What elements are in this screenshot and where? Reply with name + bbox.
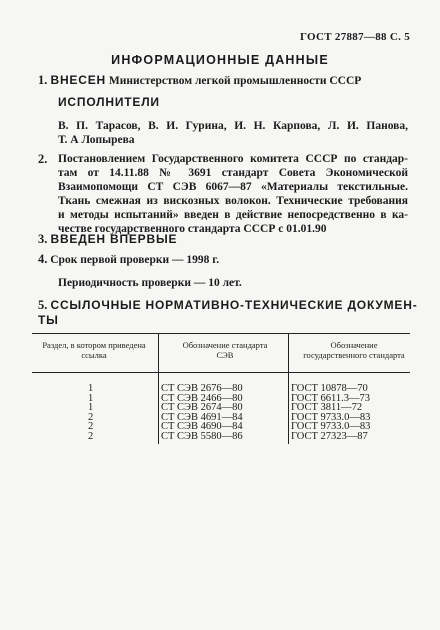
paragraph-line: честве государственного стандарта СССР с 01.01.90 xyxy=(58,223,327,235)
period-line: Периодичность проверки — 10 лет. xyxy=(58,277,242,289)
table-cell: ГОСТ 3811—72 xyxy=(291,402,363,414)
table-cell: 1 xyxy=(88,402,94,414)
table-header-gost: Обозначение государственного стандарта xyxy=(303,340,405,360)
section-3 xyxy=(38,232,177,247)
paragraph-line: Ткань смежная из вискозных волокон. Технические требования xyxy=(58,195,408,207)
section-4 xyxy=(38,252,219,267)
table-column-divider xyxy=(288,334,289,444)
table-cell: СТ СЭВ 2466—80 xyxy=(161,392,243,404)
table-top-rule xyxy=(32,333,410,334)
table-cell: ГОСТ 9733.0—83 xyxy=(291,421,371,433)
section-2-paragraph xyxy=(58,152,408,236)
table-cell: 2 xyxy=(88,411,94,423)
section-4-period xyxy=(58,276,408,290)
authors-line: В. П. Тарасов, В. И. Гурина, И. Н. Карпова, Л. И. Панова, xyxy=(58,120,408,132)
section-5-heading: ССЫЛОЧНЫЕ НОРМАТИВНО-ТЕХНИЧЕСКИЕ ДОКУМЕН- xyxy=(50,298,418,312)
table-cell: СТ СЭВ 4691—84 xyxy=(161,411,243,423)
section-3-heading: ВВЕДЕН ВПЕРВЫЕ xyxy=(50,232,178,246)
table-header-rule xyxy=(32,372,410,373)
section-1-number: 1. xyxy=(38,73,48,87)
table-column-divider xyxy=(158,334,159,444)
table-cell: 1 xyxy=(88,392,94,404)
table-cell: ГОСТ 10878—70 xyxy=(291,383,368,394)
page-title: ИНФОРМАЦИОННЫЕ ДАННЫЕ xyxy=(111,53,329,67)
section-4-text: Срок первой проверки — 1998 г. xyxy=(47,254,220,266)
table-header-section: Раздел, в котором приведена ссылка xyxy=(42,340,146,360)
table-cell: ГОСТ 9733.0—83 xyxy=(291,411,371,423)
section-1-text: Министерством легкой промышленности СССР xyxy=(105,75,362,87)
table-cell: СТ СЭВ 2674—80 xyxy=(161,402,243,414)
paragraph-line: Взаимопомощи СТ СЭВ 6067—87 «Материалы текстильные. xyxy=(58,181,408,193)
section-1-authors xyxy=(58,119,408,147)
table-cell: 2 xyxy=(88,430,94,442)
paragraph-line: там от 14.11.88 № 3691 стандарт Совета Экономической xyxy=(58,167,408,179)
table-cell: 1 xyxy=(88,383,94,394)
running-head: ГОСТ 27887—88 С. 5 xyxy=(299,31,410,43)
section-2-number: 2. xyxy=(38,152,48,166)
table-cell: 2 xyxy=(88,421,94,433)
section-1-subheading: ИСПОЛНИТЕЛИ xyxy=(58,95,160,109)
section-1-heading: ВНЕСЕН xyxy=(50,73,106,87)
section-4-number: 4. xyxy=(38,252,48,266)
table-header-sev: Обозначение стандарта СЭВ xyxy=(182,340,268,360)
table-cell: ГОСТ 6611.3—73 xyxy=(291,392,371,404)
table-cell: СТ СЭВ 4690—84 xyxy=(161,421,243,433)
table-cell: СТ СЭВ 2676—80 xyxy=(161,383,243,394)
section-2-number-wrap xyxy=(38,152,47,167)
paragraph-line: Постановлением Государственного комитета СССР по стандар- xyxy=(58,153,408,165)
section-5-heading-cont: ТЫ xyxy=(38,313,59,327)
authors-line: Т. А Лопырева xyxy=(58,134,135,146)
table-column-section xyxy=(88,384,93,442)
section-5 xyxy=(38,298,418,313)
table-column-gost xyxy=(291,384,370,442)
section-1 xyxy=(38,73,361,88)
table-column-sev xyxy=(161,384,243,442)
section-5-number: 5. xyxy=(38,298,48,312)
section-3-number: 3. xyxy=(38,232,48,246)
table-cell: СТ СЭВ 5580—86 xyxy=(161,430,243,442)
table-cell: ГОСТ 27323—87 xyxy=(291,430,368,442)
paragraph-line: и методы испытаний» введен в действие непосредственно в ка- xyxy=(58,209,408,221)
